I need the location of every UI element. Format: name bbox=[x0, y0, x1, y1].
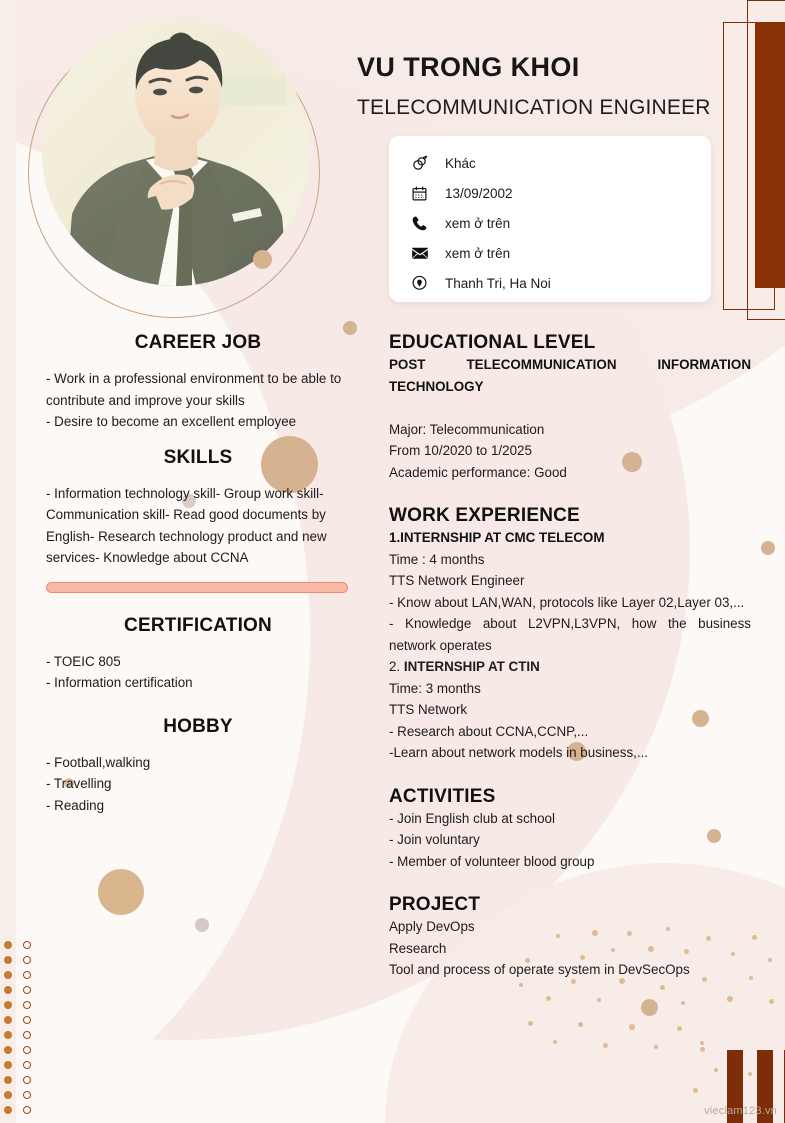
job-title: TELECOMMUNICATION ENGINEER bbox=[357, 96, 711, 119]
education-school: POST TELECOMMUNICATION INFORMATION TECHNOLOGY bbox=[389, 357, 751, 394]
contact-row-phone bbox=[411, 208, 711, 238]
dot-grid-row bbox=[4, 1057, 31, 1072]
section-title-skills: SKILLS bbox=[163, 446, 233, 468]
profile-photo-wrap bbox=[28, 18, 328, 318]
contact-value: xem ở trên bbox=[445, 245, 511, 261]
dot-grid-row bbox=[4, 1042, 31, 1057]
section-title-certification: CERTIFICATION bbox=[124, 614, 272, 636]
page-title: VU TRONG KHOI bbox=[357, 52, 580, 82]
confetti-dot bbox=[768, 958, 772, 962]
activities-line-1: - Join English club at school bbox=[389, 810, 555, 826]
section-title-education: EDUCATIONAL LEVEL bbox=[389, 332, 596, 353]
decor-dot bbox=[641, 999, 658, 1016]
confetti-dot bbox=[714, 1068, 718, 1072]
right-column bbox=[389, 332, 751, 981]
dot-grid-row bbox=[4, 937, 31, 952]
decor-rect-fill bbox=[755, 22, 785, 288]
project-line-2: Research bbox=[389, 940, 447, 956]
hobby-line-2: - Travelling bbox=[46, 776, 112, 791]
work-entry-1-heading: 1.INTERNSHIP AT CMC TELECOM bbox=[389, 530, 605, 545]
work-entry-2-title: INTERNSHIP AT CTIN bbox=[403, 659, 540, 674]
confetti-dot bbox=[769, 999, 774, 1004]
portrait-photo-icon bbox=[42, 18, 310, 286]
confetti-dot bbox=[752, 935, 757, 940]
hobby-line-1: - Football,walking bbox=[46, 754, 151, 770]
work-entry-2-line-2: TTS Network bbox=[389, 702, 468, 717]
contact-row-gender bbox=[411, 148, 711, 178]
activities-line-2: - Join voluntary bbox=[389, 832, 480, 847]
photo-ring-bead bbox=[253, 250, 272, 269]
confetti-dot bbox=[681, 1001, 685, 1005]
hobby-line-3: - Reading bbox=[46, 797, 105, 813]
confetti-dot bbox=[629, 1024, 635, 1030]
phone-icon bbox=[411, 213, 435, 233]
confetti-dot bbox=[578, 1022, 583, 1027]
confetti-dot bbox=[553, 1040, 557, 1044]
section-title-hobby: HOBBY bbox=[163, 715, 233, 737]
contact-card bbox=[389, 136, 711, 302]
certification-line-2: - Information certification bbox=[46, 675, 193, 690]
confetti-dot bbox=[546, 996, 551, 1001]
dot-grid-decoration bbox=[4, 937, 31, 1117]
calendar-icon bbox=[411, 183, 435, 203]
dot-grid-row bbox=[4, 1102, 31, 1117]
watermark: vieclam123.vn bbox=[704, 1105, 777, 1117]
work-entry-2-line-3: - Research about CCNA,CCNP,... bbox=[389, 723, 589, 739]
confetti-dot bbox=[603, 1043, 608, 1048]
dot-grid-row bbox=[4, 1072, 31, 1087]
confetti-dot bbox=[528, 1021, 533, 1026]
project-line-1: Apply DevOps bbox=[389, 919, 475, 934]
email-icon bbox=[411, 243, 435, 263]
decor-dot bbox=[195, 918, 209, 932]
education-line-3: Academic performance: Good bbox=[389, 464, 567, 480]
dot-grid-row bbox=[4, 967, 31, 982]
contact-row-birthdate bbox=[411, 178, 711, 208]
contact-row-address bbox=[411, 268, 711, 298]
activities-line-3: - Member of volunteer blood group bbox=[389, 853, 595, 869]
work-entry-2-line-4: -Learn about network models in business,... bbox=[389, 745, 649, 760]
decor-dot bbox=[98, 869, 144, 915]
work-entry-1-detail-1: - Know about LAN,WAN, protocols like Layer 02,Layer 03,... bbox=[389, 594, 745, 610]
contact-value: xem ở trên bbox=[445, 215, 511, 231]
left-column bbox=[46, 332, 350, 816]
work-entry-1-detail-2: - Knowledge about L2VPN,L3VPN, how the business network operates bbox=[389, 616, 751, 653]
confetti-dot bbox=[677, 1026, 682, 1031]
dot-grid-row bbox=[4, 997, 31, 1012]
confetti-dot bbox=[748, 1072, 752, 1076]
contact-value: Khác bbox=[445, 155, 476, 171]
decor-dot bbox=[761, 541, 775, 555]
skills-progress-bar bbox=[46, 582, 348, 593]
contact-value: Thanh Tri, Ha Noi bbox=[445, 275, 551, 291]
education-line-1: Major: Telecommunication bbox=[389, 421, 545, 437]
location-icon bbox=[411, 273, 435, 293]
confetti-dot bbox=[660, 985, 665, 990]
project-line-3: Tool and process of operate system in DevSecOps bbox=[389, 962, 690, 977]
dot-grid-row bbox=[4, 1012, 31, 1027]
certification-line-1: - TOEIC 805 bbox=[46, 653, 121, 669]
dot-grid-row bbox=[4, 982, 31, 997]
gender-icon bbox=[411, 153, 435, 173]
dot-grid-row bbox=[4, 952, 31, 967]
dot-grid-row bbox=[4, 1027, 31, 1042]
contact-row-email bbox=[411, 238, 711, 268]
work-entry-2-heading bbox=[389, 656, 751, 678]
work-entry-1-line-1: Time : 4 months bbox=[389, 551, 485, 567]
dot-grid-row bbox=[4, 1087, 31, 1102]
confetti-dot bbox=[654, 1045, 658, 1049]
career-job-line-1: - Work in a professional environment to be able to contribute and improve your skills bbox=[46, 371, 342, 408]
work-entry-2-line-1: Time: 3 months bbox=[389, 680, 481, 696]
section-title-activities: ACTIVITIES bbox=[389, 785, 496, 807]
career-job-line-2: - Desire to become an excellent employee bbox=[46, 414, 297, 429]
skills-text: - Information technology skill- Group work skill- Communication skill- Read good documents by English- Research technology product and new services- Knowledge about CCNA bbox=[46, 485, 327, 565]
section-title-project: PROJECT bbox=[389, 894, 481, 915]
contact-value: 13/09/2002 bbox=[445, 185, 513, 201]
work-entry-2-number: 2. bbox=[389, 659, 404, 674]
confetti-dot bbox=[519, 983, 523, 987]
confetti-dot bbox=[597, 998, 601, 1002]
section-title-career-job: CAREER JOB bbox=[134, 332, 262, 353]
confetti-dot bbox=[700, 1041, 704, 1045]
education-line-2: From 10/2020 to 1/2025 bbox=[389, 443, 532, 458]
confetti-dot bbox=[727, 996, 733, 1002]
section-title-work-experience: WORK EXPERIENCE bbox=[389, 505, 580, 526]
confetti-dot bbox=[693, 1088, 698, 1093]
avatar bbox=[42, 18, 310, 286]
confetti-dot bbox=[700, 1047, 705, 1052]
work-entry-1-line-2: TTS Network Engineer bbox=[389, 573, 525, 588]
